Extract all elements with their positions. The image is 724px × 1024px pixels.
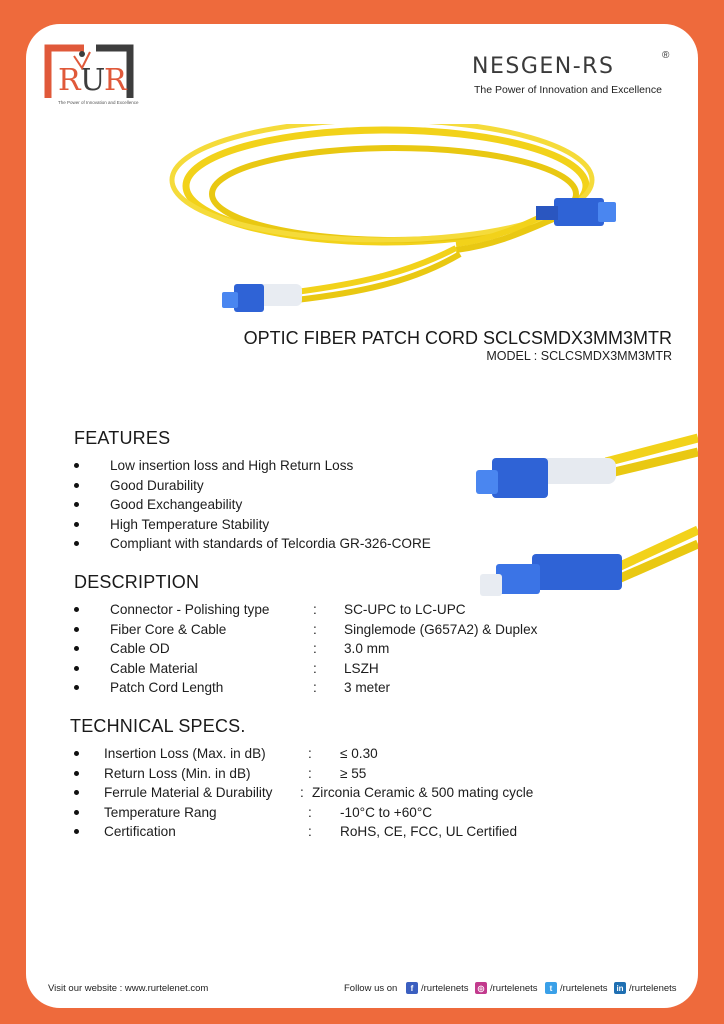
linkedin-icon: in <box>614 982 626 994</box>
nesgen-tagline: The Power of Innovation and Excellence <box>474 84 662 96</box>
bullet-icon <box>74 502 79 507</box>
registered-mark: ® <box>662 50 670 61</box>
bullet-icon <box>74 646 79 651</box>
instagram-icon: ◎ <box>475 982 487 994</box>
product-title: OPTIC FIBER PATCH CORD SCLCSMDX3MM3MTR <box>243 328 672 348</box>
bullet-icon <box>74 483 79 488</box>
svg-text:R: R <box>58 63 81 98</box>
product-model: MODEL : SCLCSMDX3MM3MTR <box>486 349 672 363</box>
bullet-icon <box>74 463 79 468</box>
instagram-link[interactable]: ◎ /rurtelenets <box>475 980 538 996</box>
bullet-icon <box>74 627 79 632</box>
rur-logo-tagline: The Power of Innovation and Excellence <box>58 100 139 105</box>
bullet-icon <box>74 685 79 690</box>
bullet-icon <box>74 771 79 776</box>
twitter-icon: t <box>545 982 557 994</box>
website-link[interactable]: Visit our website : www.rurtelenet.com <box>48 983 209 994</box>
nesgen-brand-name: NESGEN-RS <box>472 54 615 79</box>
svg-text:R: R <box>104 63 127 98</box>
bullet-icon <box>74 790 79 795</box>
document-page: R U R The Power of Innovation and Excellence NESGEN-RS ® The Power of Innovation and Excellence OPTIC FIBER PATCH CORD SCLCSMDX3MM3MTR MODEL : SCLCSMDX3MM3MTR FEATURES Low insertion loss and High Return Loss Good Durability Good Exchangeability High Temperature Stability Compliant with standards of Telcordia GR-326-CORE DESCRIPTION Connector - Polishing type : SC-UPC to LC-UPC Fiber Core & Cable : Singlemode (G657A2) & Duplex Cable OD : 3.0 mm Cable Material : LSZH Patch Cord Length : 3 meter TECHNICAL SPECS. Insertion Loss (Max. in dB) : ≤ 0.30 Return Loss (Min. in dB) : ≥ 55 Ferrule Material & Durability : Zirconia Ceramic & 500 mating cycle Temperature Rang : -10°C to +60°C Certification : RoHS, CE, FCC, UL Certified Visit our website : www.rurtelenet.com Follow us on f /rurtelenets ◎ /rurtelenets t /rurtelenets in /rurtelenets <box>26 24 698 1008</box>
specs-heading: TECHNICAL SPECS. <box>70 716 246 736</box>
bullet-icon <box>74 810 79 815</box>
features-heading: FEATURES <box>74 428 171 448</box>
description-heading: DESCRIPTION <box>74 572 200 592</box>
rur-logo <box>44 38 139 114</box>
connector-closeup-image <box>436 418 698 608</box>
svg-text:U: U <box>80 63 106 98</box>
bullet-icon <box>74 522 79 527</box>
patch-cord-image <box>156 124 626 334</box>
facebook-icon: f <box>406 982 418 994</box>
follow-label: Follow us on <box>344 983 398 994</box>
bullet-icon <box>74 829 79 834</box>
bullet-icon <box>74 666 79 671</box>
nesgen-logo <box>472 50 682 106</box>
footer <box>26 979 698 999</box>
bullet-icon <box>74 751 79 756</box>
facebook-link[interactable]: f /rurtelenets <box>406 980 469 996</box>
bullet-icon <box>74 541 79 546</box>
linkedin-link[interactable]: in /rurtelenets <box>614 980 677 996</box>
bullet-icon <box>74 607 79 612</box>
twitter-link[interactable]: t /rurtelenets <box>545 980 608 996</box>
